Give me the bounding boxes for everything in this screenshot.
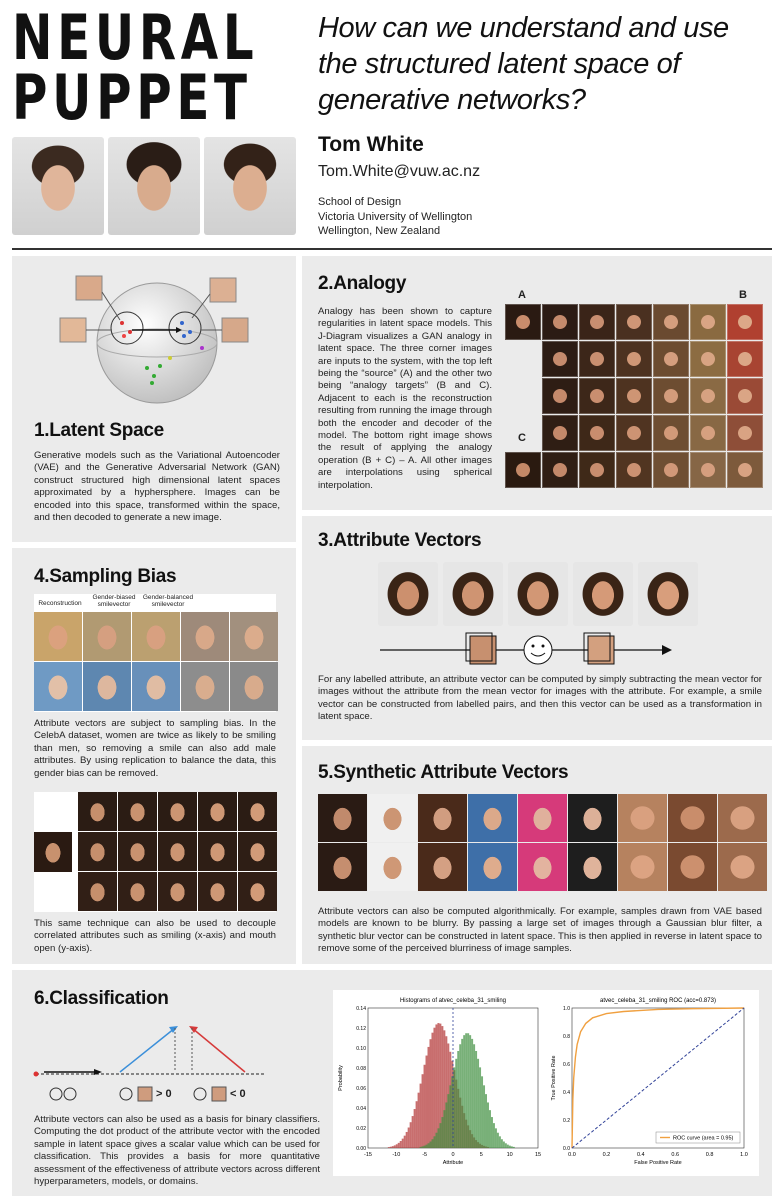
analogy-cell (542, 341, 578, 377)
histogram-bar (471, 1039, 473, 1148)
bias-face (83, 612, 131, 661)
synthetic-face (568, 794, 617, 842)
histogram-bar (479, 1067, 481, 1148)
histogram-bar (424, 1146, 426, 1148)
bias-face (181, 612, 229, 661)
analogy-cell (579, 415, 615, 451)
analogy-cell (579, 378, 615, 414)
histogram-bar (481, 1076, 483, 1148)
decouple-figure (34, 792, 276, 912)
histogram-bar (453, 1067, 455, 1148)
analogy-cell (616, 452, 652, 488)
analogy-cell (727, 452, 763, 488)
decouple-face (78, 872, 117, 911)
smile-face-1 (378, 562, 438, 626)
analogy-label-b: B (739, 289, 747, 301)
sampling-bias-grid (34, 612, 278, 711)
histogram-x-tick: -15 (364, 1152, 372, 1158)
smile-face-5 (638, 562, 698, 626)
synthetic-face (718, 843, 767, 891)
histogram-bar (467, 1033, 469, 1148)
col-gender-biased: Gender-biased smilevector (92, 594, 136, 608)
decouple-face (238, 792, 277, 831)
histogram-bar (388, 1147, 390, 1148)
chance-line (572, 1008, 744, 1148)
synthetic-face (668, 794, 717, 842)
synthetic-face (468, 794, 517, 842)
smile-sequence (378, 562, 698, 626)
histogram-bar (420, 1084, 422, 1148)
histogram-bar (461, 1039, 463, 1148)
histogram-bar (404, 1136, 406, 1148)
decouple-grid (78, 792, 277, 911)
analogy-cell (653, 452, 689, 488)
histogram-bar (463, 1035, 465, 1148)
roc-y-tick: 1.0 (563, 1006, 570, 1012)
histogram-bar (483, 1085, 485, 1148)
histogram-bar (420, 1147, 422, 1148)
histogram-bar (445, 1102, 447, 1148)
analogy-cell (616, 304, 652, 340)
histogram-y-tick: 0.06 (356, 1086, 366, 1092)
histogram-bar (469, 1035, 471, 1148)
col-gender-balanced: Gender-balanced smilevector (142, 594, 194, 608)
positive-sample-arrow (120, 1028, 175, 1072)
synthetic-face (618, 794, 667, 842)
arrow-head-icon (662, 645, 672, 655)
histogram-bar (487, 1102, 489, 1148)
author-name: Tom White (318, 133, 424, 156)
bias-face (230, 612, 278, 661)
roc-x-label: False Positive Rate (634, 1160, 682, 1166)
roc-y-tick: 0.2 (563, 1118, 570, 1124)
analogy-j-diagram (505, 304, 763, 488)
histogram-bar (414, 1109, 416, 1148)
synthetic-face (668, 843, 717, 891)
histogram-x-tick: -10 (392, 1152, 401, 1158)
bias-face (34, 662, 82, 711)
analogy-cell (727, 378, 763, 414)
histogram-bar (408, 1128, 410, 1148)
roc-x-tick: 0.6 (671, 1152, 680, 1158)
analogy-text: Analogy has been shown to capture regularities in latent space models. This J-Diagram visualizes a GAN analogy in latent space. The three corner images are inputs to the system, with the top left being the “source” (A) and the other two being “analogy targets” (B and C). Adjacent to each is the reconstruction resulting from running the image through both the encoder and decoder of the model. The bottom right image shows the result of applying the analogy operation (B + C) – A. All other images are interpolations using spherical interpolation. (318, 306, 492, 491)
header-faces (12, 137, 296, 235)
decouple-face (198, 832, 237, 871)
analogy-cell (616, 378, 652, 414)
roc-y-tick: 0.4 (563, 1090, 570, 1096)
synthetic-face (368, 794, 417, 842)
histogram-bar (424, 1065, 426, 1148)
decouple-face (118, 872, 157, 911)
histogram-bar (429, 1039, 431, 1148)
roc-x-tick: 1.0 (740, 1152, 748, 1158)
classification-text: Attribute vectors can also be used as a basis for binary classifiers. Computing the dot product of the attribute vector with the encoded sample in latent space gives a scalar value which can be used for classification. This provides a basis for more quantitative assessment of the effectiveness of attribute vectors across different hyperparameters, models, or domains. (34, 1114, 321, 1188)
origin-dot (34, 1072, 39, 1077)
synthetic-face (718, 794, 767, 842)
histogram-bar (428, 1047, 430, 1148)
dot-product-positive: > 0 (156, 1088, 172, 1100)
histogram-y-tick: 0.12 (356, 1026, 366, 1032)
smile-face-2 (443, 562, 503, 626)
title-line-2: PUPPET (12, 61, 252, 134)
sampling-bias-heading: 4.Sampling Bias (34, 566, 177, 587)
decouple-face (198, 872, 237, 911)
analogy-cell (616, 415, 652, 451)
latent-face-2 (60, 318, 86, 342)
histogram-bar (435, 1024, 437, 1148)
histogram-bar (431, 1139, 433, 1148)
histogram-bar (422, 1146, 424, 1148)
synthetic-heading: 5.Synthetic Attribute Vectors (318, 762, 569, 783)
bias-face (181, 662, 229, 711)
synthetic-face (518, 843, 567, 891)
analogy-heading: 2.Analogy (318, 273, 407, 294)
affiliation-school: School of Design (318, 196, 402, 208)
synthetic-grid (318, 794, 767, 891)
hypersphere (97, 283, 217, 403)
affiliation-city: Wellington, New Zealand (318, 225, 441, 237)
decouple-face (118, 792, 157, 831)
analogy-cell (690, 304, 726, 340)
bias-face (83, 662, 131, 711)
histogram-bar (459, 1044, 461, 1148)
histogram-bar (465, 1033, 467, 1148)
histogram-bar (428, 1143, 430, 1148)
latent-space-text: Generative models such as the Variational Autoencoder (VAE) and the Generative Adversarial Network (GAN) construct structured high dimensional latent spaces approximated by a hyphersphere. Images can be encoded into this space, transformed within the space, and then decoded to generate a new image. (34, 450, 280, 524)
histogram-bar (503, 1142, 505, 1148)
decouple-face (118, 832, 157, 871)
histogram-bar (489, 1110, 491, 1148)
histogram-bar (396, 1144, 398, 1148)
analogy-cell (653, 415, 689, 451)
histogram-bar (455, 1059, 457, 1148)
analogy-cell (579, 304, 615, 340)
roc-legend-label: ROC curve (area = 0.95) (673, 1135, 734, 1142)
bias-face (230, 662, 278, 711)
analogy-label-c: C (518, 432, 526, 444)
histogram-bar (491, 1117, 493, 1148)
smile-face-3 (508, 562, 568, 626)
decouple-face (238, 872, 277, 911)
roc-x-tick: 0.8 (705, 1152, 714, 1158)
synthetic-face (518, 794, 567, 842)
analogy-cell (542, 378, 578, 414)
analogy-cell (727, 304, 763, 340)
histogram-x-tick: -5 (422, 1152, 428, 1158)
histogram-bar (441, 1117, 443, 1148)
histogram-y-tick: 0.08 (356, 1066, 366, 1072)
decouple-face (238, 832, 277, 871)
synthetic-face (318, 794, 367, 842)
sampling-bias-text-1: Attribute vectors are subject to sampling bias. In the CelebA dataset, women are twice as likely to be smiling than men, so removing a smile can also add male attributes. By using replication to balance the data, this gender bias can be removed. (34, 718, 276, 779)
bias-face (132, 662, 180, 711)
histogram-y-tick: 0.02 (356, 1126, 366, 1132)
analogy-cell (690, 341, 726, 377)
classification-heading: 6.Classification (34, 988, 169, 1009)
histogram-x-label: Attribute (442, 1160, 464, 1166)
histogram-bar (406, 1132, 408, 1148)
decouple-face (158, 832, 197, 871)
histogram-bar (422, 1074, 424, 1148)
histogram-bar (513, 1147, 515, 1148)
histogram-bar (495, 1128, 497, 1148)
analogy-cell (579, 452, 615, 488)
histogram-y-tick: 0.00 (356, 1146, 366, 1152)
analogy-cell (616, 341, 652, 377)
histogram-bar (501, 1139, 503, 1148)
histogram-bar (509, 1146, 511, 1148)
face-image-smiling (204, 137, 296, 235)
analogy-cell (690, 452, 726, 488)
analogy-cell (542, 452, 578, 488)
synthetic-face (318, 843, 367, 891)
histogram-bar (431, 1033, 433, 1148)
synthetic-face (418, 794, 467, 842)
synthetic-face (368, 843, 417, 891)
histogram-bar (400, 1141, 402, 1148)
histogram-bar (497, 1133, 499, 1148)
synthetic-face (568, 843, 617, 891)
analogy-cell (542, 304, 578, 340)
roc-y-tick: 0.8 (563, 1034, 570, 1040)
analogy-cell (727, 415, 763, 451)
histogram-bar (392, 1146, 394, 1148)
decouple-source-face (34, 832, 72, 872)
decouple-face (158, 872, 197, 911)
analogy-cell (505, 304, 541, 340)
sampling-bias-figure (34, 594, 276, 712)
analogy-cell (653, 378, 689, 414)
roc-x-tick: 0.0 (568, 1152, 576, 1158)
histogram-bar (418, 1093, 420, 1148)
roc-y-label: True Positive Rate (551, 1055, 557, 1101)
smile-vector-diagram (380, 630, 680, 670)
col-reconstruction: Reconstruction (38, 600, 82, 607)
smile-face-4 (573, 562, 633, 626)
latent-face-1 (76, 276, 102, 300)
histogram-bar (433, 1028, 435, 1148)
author-email[interactable]: Tom.White@vuw.ac.nz (318, 163, 481, 180)
histogram-bar (402, 1139, 404, 1148)
decouple-face (78, 792, 117, 831)
histogram-bar (394, 1145, 396, 1148)
affiliation-university: Victoria University of Wellington (318, 210, 473, 223)
histogram-bar (499, 1136, 501, 1148)
attribute-vectors-text: For any labelled attribute, an attribute vector can be computed by simply subtracting the mean vector for images without the attribute from the mean vector for images with the attribute. For example, a smile vector can be constructed from labelled pairs, and then this vector can be used as a transformation in latent space. (318, 674, 762, 723)
bias-face (132, 612, 180, 661)
histogram-bar (449, 1085, 451, 1148)
histogram-bar (435, 1133, 437, 1148)
latent-face-4 (222, 318, 248, 342)
histogram-bar (390, 1147, 392, 1148)
histogram-bar (437, 1128, 439, 1148)
synthetic-text: Attribute vectors can also be computed algorithmically. For example, samples drawn from VAE based models are known to be blurry. By passing a large set of images through a Gaussian blur filter, a synthetic blur vector can be constructed in latent space. This is then applied in reverse in latent space to remove some of the perceived blurriness of image samples. (318, 906, 762, 955)
histogram-bar (410, 1122, 412, 1148)
histogram-bar (457, 1051, 459, 1148)
histogram-bar (426, 1145, 428, 1148)
roc-y-tick: 0.6 (563, 1062, 570, 1068)
histogram-y-label: Probability (338, 1065, 344, 1091)
affiliation (318, 195, 472, 239)
negative-sample-arrow (192, 1028, 245, 1072)
latent-face-3 (210, 278, 236, 302)
analogy-cell (579, 341, 615, 377)
histogram-bar (485, 1094, 487, 1148)
histogram-bar (493, 1123, 495, 1148)
analogy-cell (505, 452, 541, 488)
roc-chart (550, 992, 756, 1174)
analogy-cell (690, 378, 726, 414)
histogram-bar (412, 1116, 414, 1148)
histogram-x-tick: 5 (479, 1152, 483, 1158)
analogy-cell (653, 341, 689, 377)
roc-x-tick: 0.4 (636, 1152, 645, 1158)
latent-space-heading: 1.Latent Space (34, 420, 164, 441)
roc-title: atvec_celeba_31_smiling ROC (acc=0.873) (600, 998, 716, 1004)
histogram-bar (507, 1145, 509, 1148)
decouple-face (198, 792, 237, 831)
decouple-face (78, 832, 117, 871)
face-image-neutral (12, 137, 104, 235)
histogram-y-tick: 0.10 (356, 1046, 366, 1052)
histogram-bar (439, 1123, 441, 1148)
histogram-bar (447, 1094, 449, 1148)
histogram-bar (398, 1143, 400, 1148)
poster-title (12, 1, 259, 134)
histogram-bar (429, 1142, 431, 1148)
histogram-bar (443, 1110, 445, 1148)
synthetic-face (418, 843, 467, 891)
histogram-y-tick: 0.14 (356, 1006, 366, 1012)
histogram-bar (505, 1143, 507, 1148)
histogram-y-tick: 0.04 (356, 1106, 366, 1112)
histogram-bar (426, 1056, 428, 1148)
decouple-face (158, 792, 197, 831)
histogram-bar (473, 1044, 475, 1148)
histogram-bar (477, 1059, 479, 1148)
histogram-title: Histograms of atvec_celeba_31_smiling (399, 998, 507, 1004)
analogy-cell (542, 415, 578, 451)
research-question: How can we understand and use the structured latent space of generative networks? (318, 12, 729, 116)
header-divider (12, 248, 772, 250)
roc-y-tick: 0.0 (563, 1146, 570, 1152)
histogram-chart (336, 992, 548, 1174)
sampling-bias-text-2: This same technique can also be used to decouple correlated attributes such as smiling (x-axis) and mouth open (y-axis). (34, 918, 276, 954)
dot-product-negative: < 0 (230, 1088, 246, 1100)
histogram-bar (511, 1146, 513, 1148)
analogy-cell (690, 415, 726, 451)
title-line-1: NEURAL (12, 1, 259, 74)
histogram-x-tick: 15 (534, 1152, 542, 1158)
histogram-bar (433, 1136, 435, 1148)
analogy-cell (653, 304, 689, 340)
face-image-reconstruction (108, 137, 200, 235)
analogy-cell (727, 341, 763, 377)
synthetic-face (618, 843, 667, 891)
histogram-bar (416, 1101, 418, 1148)
analogy-label-a: A (518, 289, 526, 301)
latent-sphere-diagram (52, 268, 262, 408)
attribute-vectors-heading: 3.Attribute Vectors (318, 530, 482, 551)
bias-face (34, 612, 82, 661)
histogram-bar (475, 1051, 477, 1148)
synthetic-face (468, 843, 517, 891)
histogram-x-tick: 10 (506, 1152, 513, 1158)
roc-x-tick: 0.2 (602, 1152, 611, 1158)
histogram-x-tick: 0 (451, 1152, 455, 1158)
smiley-icon (524, 636, 552, 664)
